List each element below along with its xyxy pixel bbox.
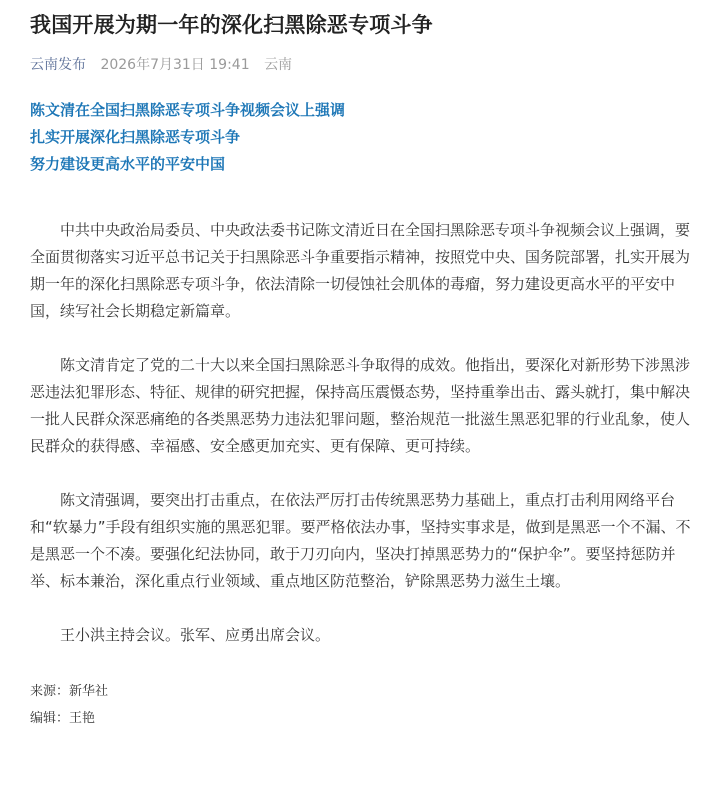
article-title: 我国开展为期一年的深化扫黑除恶专项斗争 xyxy=(30,13,433,37)
publish-location: 云南 xyxy=(264,57,293,73)
body-paragraph: 中共中央政治局委员、中央政法委书记陈文清近日在全国扫黑除恶专项斗争视频会议上强调，要全面贯彻落实习近平总书记关于扫黑除恶斗争重要指示精神，按照党中央、国务院部署，扎实开展为期一年的深化扫黑除恶专项斗争，依法清除一切侵蚀社会肌体的毒瘤，努力建设更高水平的平安中国，续写社会长期稳定新篇章。 xyxy=(30,221,691,320)
body-paragraph: 陈文清强调，要突出打击重点，在依法严厉打击传统黑恶势力基础上，重点打击利用网络平台和“软暴力”手段有组织实施的黑恶犯罪。要严格依法办事，坚持实事求是，做到是黑恶一个不漏、不是黑恶一个不凑。要强化纪法协同，敢于刀刃向内，坚决打掉黑恶势力的“保护伞”。要坚持惩防并举、标本兼治，深化重点行业领域、重点地区防范整治，铲除黑恶势力滋生土壤。 xyxy=(30,491,691,590)
subheadings xyxy=(30,97,695,178)
body-paragraph: 王小洪主持会议。张军、应勇出席会议。 xyxy=(60,626,331,644)
subheading: 努力建设更高水平的平安中国 xyxy=(30,155,226,173)
editor-credit: 编辑：王艳 xyxy=(30,711,96,726)
body-paragraph: 陈文清肯定了党的二十大以来全国扫黑除恶斗争取得的成效。他指出，要深化对新形势下涉黑涉恶违法犯罪形态、特征、规律的研究把握，保持高压震慑态势，坚持重拳出击、露头就打，集中解决一批人民群众深恶痛绝的各类黑恶势力违法犯罪问题，整治规范一批滋生黑恶犯罪的行业乱象，使人民群众的获得感、幸福感、安全感更加充实、更有保障、更可持续。 xyxy=(30,356,691,455)
subheading: 扎实开展深化扫黑除恶专项斗争 xyxy=(30,128,241,146)
article-meta xyxy=(30,55,695,75)
subheading: 陈文清在全国扫黑除恶专项斗争视频会议上强调 xyxy=(30,101,346,119)
source-credit: 来源：新华社 xyxy=(30,684,109,699)
account-name-link[interactable]: 云南发布 xyxy=(30,57,86,73)
publish-time: 2026年7月31日 19:41 xyxy=(100,57,250,73)
article-credits xyxy=(30,678,695,732)
